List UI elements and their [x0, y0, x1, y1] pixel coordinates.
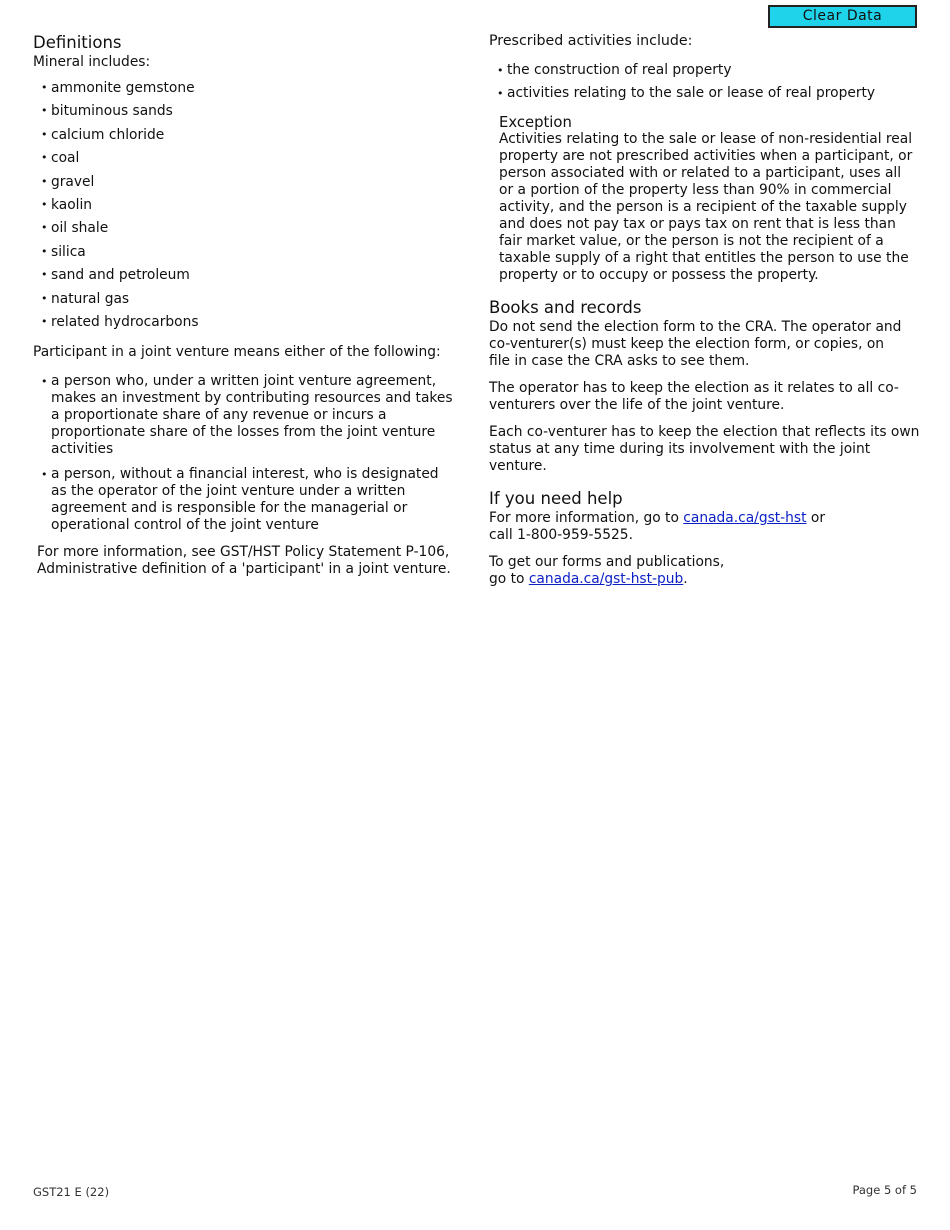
bullet-icon: •: [41, 197, 48, 211]
help-paragraph-2: To get our forms and publications, go to canada.ca/gst-hst-pub.: [489, 554, 725, 587]
bullet-icon: •: [41, 468, 48, 482]
policy-reference: For more information, see GST/HST Policy Statement P-106, Administrative definition of a 'participant' in a joint venture.: [37, 544, 451, 578]
books-paragraph-2: The operator has to keep the election as it relates to all co-venturers over the life of the joint venture.: [489, 380, 899, 413]
list-item: • gravel: [41, 173, 95, 190]
bullet-icon: •: [41, 81, 48, 94]
list-item: • calcium chloride: [41, 126, 165, 143]
list-item: • bituminous sands: [41, 103, 173, 120]
gst-hst-link[interactable]: canada.ca/gst-hst: [683, 510, 807, 526]
bullet-icon: •: [41, 244, 48, 258]
prescribed-list: [489, 62, 919, 108]
bullet-icon: •: [41, 174, 48, 188]
books-paragraph-1: Do not send the election form to the CRA. The operator and co-venturer(s) must keep the election form, or copies, on file in case the CRA asks to see them.: [489, 319, 902, 369]
bullet-icon: •: [41, 151, 48, 165]
bullet-icon: •: [41, 375, 48, 389]
clear-data-button[interactable]: Clear Data: [768, 5, 917, 28]
bullet-icon: •: [41, 314, 48, 328]
bullet-icon: •: [41, 268, 48, 282]
participant-term: Participant: [33, 344, 107, 361]
exception-block: [489, 114, 919, 284]
help-heading: If you need help: [489, 489, 623, 508]
prescribed-heading: Prescribed activities include:: [489, 33, 693, 49]
right-column: [489, 33, 919, 588]
list-item: • oil shale: [41, 220, 109, 237]
definitions-heading: Definitions: [33, 33, 122, 52]
bullet-icon: •: [41, 104, 48, 118]
gst-hst-pub-link[interactable]: canada.ca/gst-hst-pub: [528, 571, 684, 587]
mineral-list: [33, 79, 463, 336]
books-paragraph-3: Each co-venturer has to keep the election that reflects its own status at any time during its involvement with the joint venture.: [489, 424, 920, 474]
list-item: • ammonite gemstone: [41, 80, 195, 96]
left-column: [33, 33, 463, 578]
participant-list: [33, 373, 453, 534]
form-code: GST21 E (22): [33, 1185, 110, 1199]
list-item: • sand and petroleum: [41, 267, 190, 284]
mineral-intro: Mineral includes:: [33, 54, 151, 70]
exception-heading: Exception: [499, 114, 572, 131]
list-item: • a person who, under a written joint venture agreement, makes an investment by contributing resources and takes a proportionate share of any revenue or incurs a proportionate share of the losses from the joint venture activities: [41, 373, 453, 458]
list-item: • coal: [41, 150, 80, 167]
participant-definition: Participant in a joint venture means either of the following:: [33, 344, 441, 361]
list-item: • silica: [41, 243, 86, 260]
list-item: • related hydrocarbons: [41, 313, 199, 330]
list-item: • natural gas: [41, 290, 130, 307]
help-paragraph-1: For more information, go to canada.ca/gst-hst or call 1-800-959-5525.: [489, 510, 825, 543]
bullet-icon: •: [497, 87, 504, 100]
exception-text: Activities relating to the sale or lease of non-residential real property are not prescribed activities when a participant, or person associated with or related to a participant, uses all or a portion of the property less than 90% in commercial activity, and the person is a recipient of the taxable supply and does not pay tax or pays tax on rent that is less than fair market value, or the person is not the recipient of a taxable supply of a right that entitles the person to use the property or to occupy or possess the property.: [499, 131, 913, 283]
list-item: • kaolin: [41, 196, 93, 213]
list-item: • activities relating to the sale or lease of real property: [497, 85, 876, 101]
bullet-icon: •: [41, 221, 48, 235]
page-number: Page 5 of 5: [852, 1183, 917, 1197]
bullet-icon: •: [41, 291, 48, 305]
books-heading: Books and records: [489, 298, 642, 317]
list-item: • the construction of real property: [497, 62, 732, 78]
bullet-icon: •: [497, 64, 504, 77]
bullet-icon: •: [41, 127, 48, 141]
list-item: • a person, without a financial interest, who is designated as the operator of the joint venture under a written agreement and is responsible for the managerial or operational control of the joint venture: [41, 466, 439, 534]
